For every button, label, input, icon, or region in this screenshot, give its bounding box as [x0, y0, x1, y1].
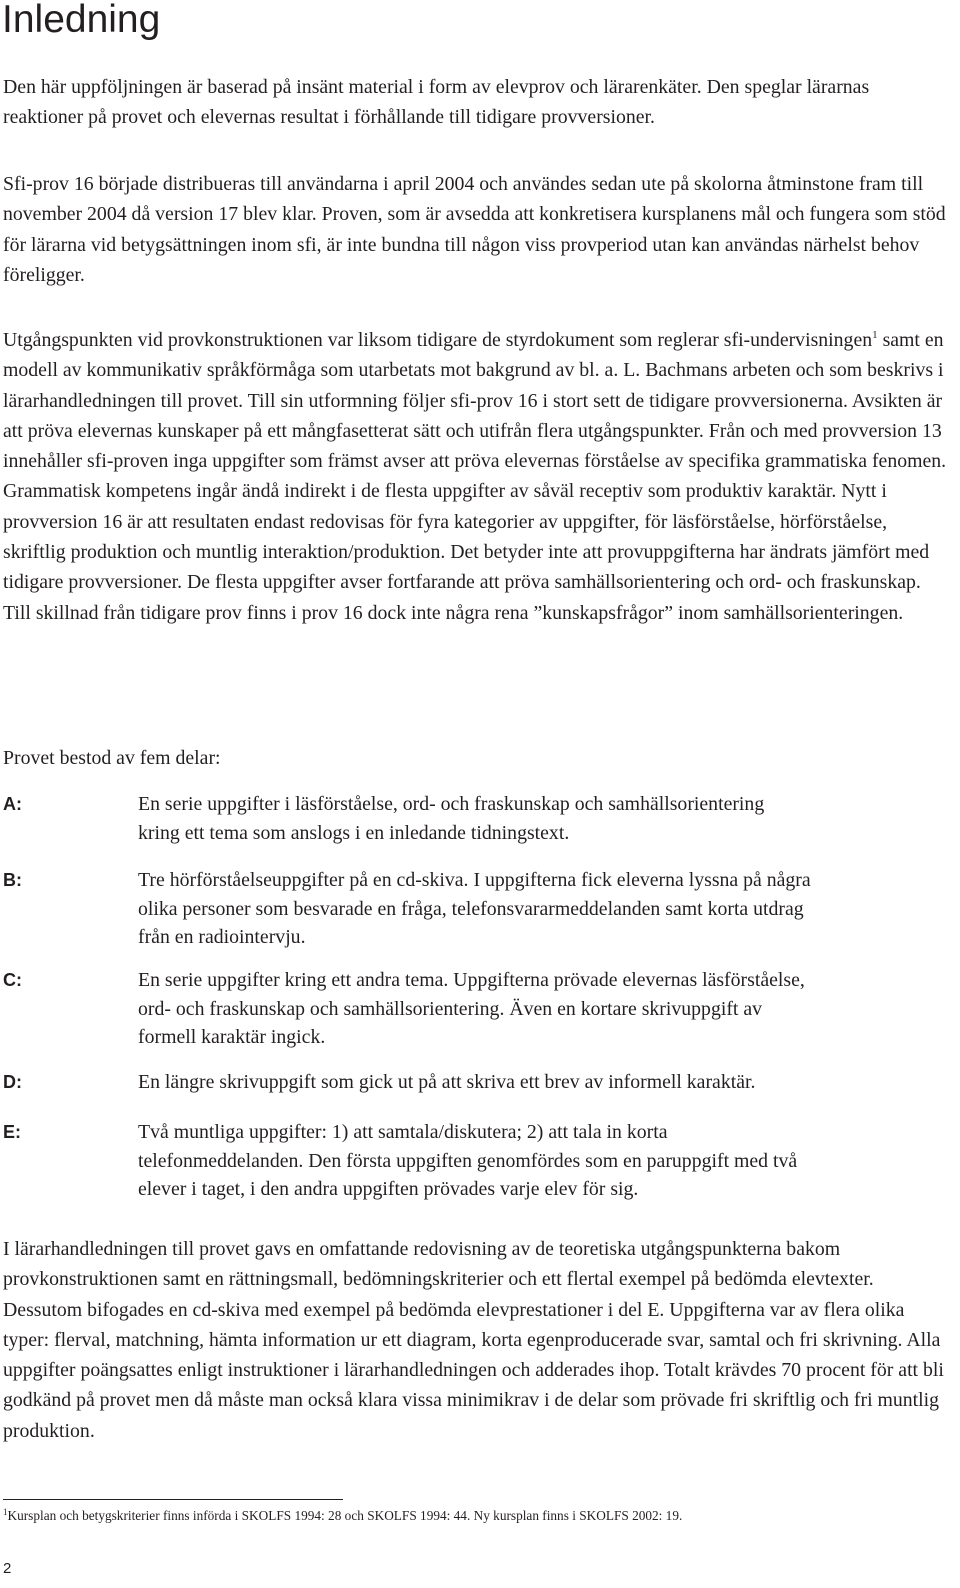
part-line: telefonmeddelanden. Den första uppgiften genomfördes som en paruppgift med två: [138, 1149, 798, 1172]
construction-text-start: Utgångspunkten vid provkonstruktionen var liksom tidigare de styrdokument som reglerar sfi-undervisningen: [3, 329, 873, 351]
part-line: olika personer som besvarade en fråga, telefonsvararmeddelanden samt korta utdrag: [138, 897, 804, 920]
distribution-paragraph: Sfi-prov 16 började distribueras till användarna i april 2004 och användes sedan ute på skolorna åtminstone fram till november 2004 då version 17 blev klar. Proven, som är avsedda att konkretisera kursplanens mål och fungera som stöd för lärarna vid betygsättningen inom sfi, är inte bundna till någon viss provperiod utan kan användas närhelst behov föreligger.: [3, 173, 946, 286]
footnote-marker: 1: [3, 1507, 8, 1517]
part-description: [138, 1068, 945, 1097]
part-description: [138, 866, 945, 952]
footnote-divider: [3, 1499, 343, 1500]
part-letter: E:: [3, 1122, 21, 1142]
part-line: kring ett tema som anslogs i en inledande tidningstext.: [138, 821, 570, 844]
construction-text-end: samt en modell av kommunikativ språkförmåga som utarbetats mot bakgrund av bl. a. L. Bachmans arbeten och som beskrivs i lärarhandledningen till provet. Till sin utformning följer sfi-prov 16 i stort sett de tidigare provversionerna. Avsikten är att pröva elevernas kunskaper på ett mångfasetterat sätt och utifrån flera utgångspunkter. Från och med provversion 13 innehåller sfi-proven inga uppgifter som främst avser att pröva elevernas förståelse av specifika grammatiska fenomen. Grammatisk kompetens ingår ändå indirekt i de flesta uppgifter av såväl receptiv som produktiv karaktär. Nytt i provversion 16 är att resultaten endast redovisas för fyra kategorier av uppgifter, för läsförståelse, hörförståelse, skriftlig produktion och muntlig interaktion/produktion. Det betyder inte att provuppgifterna har ändrats jämfört med tidigare provversioner. De flesta uppgifter avser fortfarande att pröva samhällsorientering och ord- och fraskunskap. Till skillnad från tidigare prov finns i prov 16 dock inte några rena ”kunskapsfrågor” inom samhällsorienteringen.: [3, 329, 947, 624]
footnote: [3, 1507, 682, 1525]
part-description: [138, 966, 945, 1052]
page-number: 2: [3, 1560, 12, 1577]
part-line: En serie uppgifter i läsförståelse, ord- och fraskunskap och samhällsorientering: [138, 793, 765, 815]
parts-intro: Provet bestod av fem delar:: [3, 747, 221, 769]
intro-paragraph: Den här uppföljningen är baserad på insänt material i form av elevprov och lärarenkäter. Den speglar lärarnas reaktioner på provet och elevernas resultat i förhållande till tidigare provversioner.: [3, 76, 870, 129]
part-description: [138, 1118, 945, 1204]
part-letter: C:: [3, 970, 22, 990]
part-line: Tre hörförståelseuppgifter på en cd-skiva. I uppgifterna fick eleverna lyssna på några: [138, 869, 811, 891]
footnote-text: Kursplan och betygskriterier finns införda i SKOLFS 1994: 28 och SKOLFS 1994: 44. Ny kursplan finns i SKOLFS 2002: 19.: [7, 1508, 683, 1523]
part-line: Två muntliga uppgifter: 1) att samtala/diskutera; 2) att tala in korta: [138, 1121, 668, 1143]
handbook-paragraph: I lärarhandledningen till provet gavs en omfattande redovisning av de teoretiska utgångspunkterna bakom provkonstruktionen samt en rättningsmall, bedömningskriterier och ett flertal exempel på bedömda elevtexter. Dessutom bifogades en cd-skiva med exempel på bedömda elevprestationer i del E. Uppgifterna var av flera olika typer: flerval, matchning, hämta information ur ett diagram, korta egenproducerade svar, samtal och fri skrivning. Alla uppgifter poängsattes enligt instruktioner i lärarhandledningen och adderades ihop. Totalt krävdes 70 procent för att bli godkänd på provet men då måste man också klara vissa minimikrav i de delar som prövade fri skriftlig och fri muntlig produktion.: [3, 1238, 944, 1442]
part-line: En längre skrivuppgift som gick ut på att skriva ett brev av informell karaktär.: [138, 1071, 756, 1093]
page-title: Inledning: [2, 0, 161, 41]
part-letter: A:: [3, 794, 22, 814]
part-line: ord- och fraskunskap och samhällsorientering. Även en kortare skrivuppgift av: [138, 997, 763, 1020]
part-line: En serie uppgifter kring ett andra tema. Uppgifterna prövade elevernas läsförståelse,: [138, 969, 805, 991]
part-line: elever i taget, i den andra uppgiften prövades varje elev för sig.: [138, 1178, 639, 1200]
part-description: [138, 790, 945, 847]
part-line: formell karaktär ingick.: [138, 1026, 326, 1048]
part-line: från en radiointervju.: [138, 926, 306, 948]
part-letter: B:: [3, 870, 22, 890]
construction-paragraph: [3, 325, 948, 628]
footnote-reference: 1: [872, 329, 878, 341]
part-letter: D:: [3, 1072, 22, 1092]
